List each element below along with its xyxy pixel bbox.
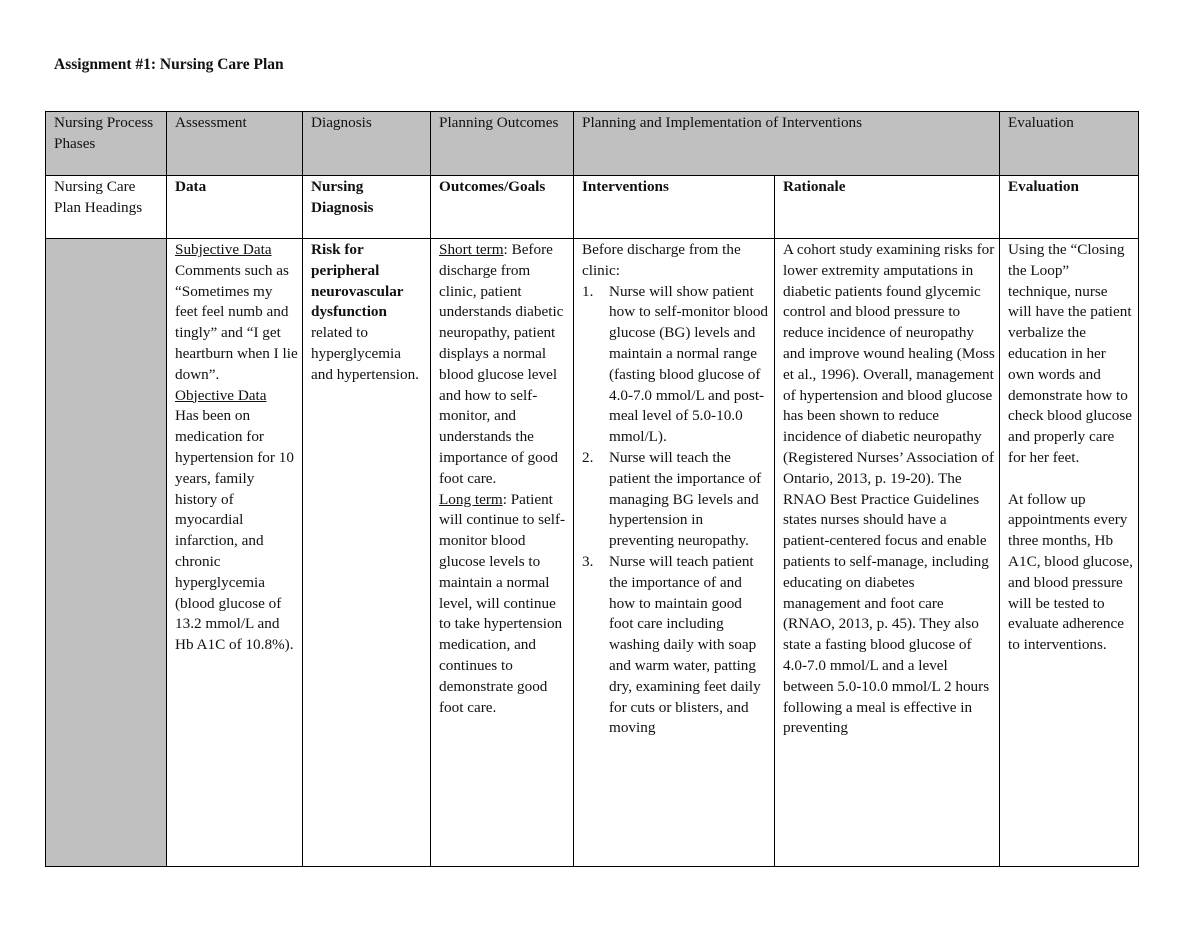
intervention-item [582, 552, 770, 739]
header-diagnosis: Diagnosis [303, 112, 431, 176]
long-term-label: Long term [439, 490, 503, 508]
diagnosis-cell [303, 239, 431, 867]
heading-data: Data [167, 176, 303, 239]
header-nursing-process-phases: Nursing Process Phases [46, 112, 167, 176]
subjective-data-label: Subjective Data [175, 241, 272, 258]
rationale-text: A cohort study examining risks for lower extremity amputations in diabetic patients found glycemic control and blood pressure to reduce incidence of neuropathy and improve wound healing (Moss et al., 1996). Overall, management of hypertension and blood glucose has been shown to reduce incidence of diabetic neuropathy (Registered Nurses’ Association of Ontario, 2013, p. 19-20). The RNAO Best Practice Guidelines states nurses should have a patient-centered focus and enable patients to self-manage, including educating on diabetes management and foot care (RNAO, 2013, p. 45). They also state a fasting blood glucose of 4.0-7.0 mmol/L and a level between 5.0-10.0 mmol/L 2 hours following a meal is effective in preventing [783, 241, 995, 737]
diagnosis-text: related to hyperglycemia and hypertension. [311, 324, 419, 383]
document-title: Assignment #1: Nursing Care Plan [54, 56, 284, 73]
rationale-cell [775, 239, 1000, 867]
objective-data-text: Has been on medication for hypertension for 10 years, family history of myocardial infarction, and chronic hyperglycemia (blood glucose of 13.2 mmol/L and Hb A1C of 10.8%). [175, 407, 294, 654]
header-evaluation: Evaluation [1000, 112, 1139, 176]
heading-interventions: Interventions [574, 176, 775, 239]
content-row [46, 239, 1139, 867]
intervention-text: Nurse will show patient how to self-monitor blood glucose (BG) levels and maintain a normal range (fasting blood glucose of 4.0-7.0 mmol/L and post-meal level of 5.0-10.0 mmol/L). [609, 282, 769, 446]
intervention-item [582, 282, 770, 448]
outcomes-cell [431, 239, 574, 867]
interventions-cell [574, 239, 775, 867]
long-term-text: : Patient will continue to self-monitor blood glucose levels to maintain a normal level, will continue to take hypertension medication, and continues to demonstrate good foot care. [439, 490, 566, 716]
intervention-number: 2. [582, 448, 594, 466]
content-phase-cell [46, 239, 167, 867]
short-term-label: Short term [439, 241, 504, 258]
diagnosis-bold: Risk for peripheral neurovascular dysfunction [311, 241, 404, 321]
headings-row [46, 176, 1139, 239]
evaluation-paragraph-1: Using the “Closing the Loop” technique, nurse will have the patient verbalize the education in her own words and demonstrate how to check blood glucose and properly care for her feet. [1008, 241, 1133, 466]
intervention-text: Nurse will teach the patient the importance of managing BG levels and hypertension in preventing neuropathy. [609, 448, 762, 550]
heading-nursing-diagnosis: Nursing Diagnosis [303, 176, 431, 239]
intervention-number: 1. [582, 282, 594, 300]
interventions-list [582, 282, 770, 740]
assessment-cell [167, 239, 303, 867]
header-planning-implementation: Planning and Implementation of Interventions [574, 112, 1000, 176]
evaluation-paragraph-2: At follow up appointments every three months, Hb A1C, blood glucose, and blood pressure will be tested to evaluate adherence to interventions. [1008, 490, 1133, 654]
header-assessment: Assessment [167, 112, 303, 176]
heading-rationale: Rationale [775, 176, 1000, 239]
header-row [46, 112, 1139, 176]
interventions-intro: Before discharge from the clinic: [582, 241, 741, 279]
evaluation-cell [1000, 239, 1139, 867]
header-planning-outcomes: Planning Outcomes [431, 112, 574, 176]
objective-data-label: Objective Data [175, 386, 267, 404]
heading-outcomes-goals: Outcomes/Goals [431, 176, 574, 239]
heading-evaluation: Evaluation [1000, 176, 1139, 239]
heading-nursing-care-plan: Nursing Care Plan Headings [46, 176, 167, 239]
care-plan-table [45, 111, 1139, 867]
short-term-text: : Before discharge from clinic, patient understands diabetic neuropathy, patient displays a normal blood glucose level and how to self-monitor, and understands the importance of good foot care. [439, 241, 564, 487]
intervention-number: 3. [582, 552, 594, 570]
intervention-text: Nurse will teach patient the importance of and how to maintain good foot care including washing daily with soap and warm water, patting dry, examining feet daily for cuts or blisters, and moving [609, 552, 761, 737]
subjective-data-text: Comments such as “Sometimes my feet feel numb and tingly” and “I get heartburn when I lie down”. [175, 261, 298, 383]
intervention-item [582, 448, 770, 552]
